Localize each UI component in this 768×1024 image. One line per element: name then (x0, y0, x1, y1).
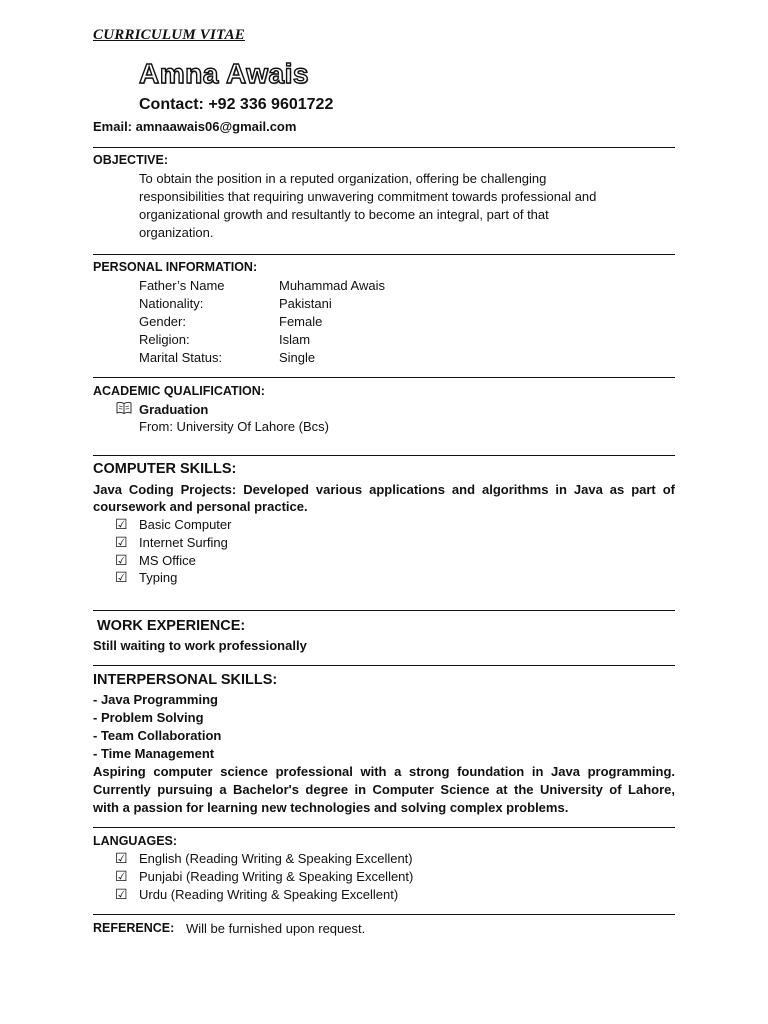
document-title: CURRICULUM VITAE (93, 27, 245, 43)
objective-text (139, 170, 675, 242)
checkbox-icon: ☑ (115, 869, 128, 885)
personal-value: Islam (279, 332, 311, 347)
personal-value: Pakistani (279, 296, 332, 311)
divider (93, 455, 675, 456)
computer-skills-line: coursework and personal practice. (93, 499, 308, 514)
skill-label: Basic Computer (139, 517, 232, 532)
personal-row (139, 277, 385, 295)
interpersonal-item: - Time Management (93, 746, 215, 761)
reference-text: Will be furnished upon request. (186, 921, 366, 936)
work-experience-heading: WORK EXPERIENCE: (97, 618, 246, 634)
interpersonal-heading: INTERPERSONAL SKILLS: (93, 672, 278, 688)
summary-line: Aspiring computer science professional with a strong foundation in Java programming. (93, 764, 675, 779)
personal-label: Religion: (139, 332, 190, 347)
checkbox-icon: ☑ (115, 553, 128, 569)
skill-item (115, 569, 177, 587)
language-item (115, 868, 413, 886)
summary-line: with a passion for learning new technologies and solving complex problems. (93, 800, 569, 815)
personal-row (139, 313, 322, 331)
personal-value: Female (279, 314, 323, 329)
checkbox-icon: ☑ (115, 851, 128, 867)
languages-heading: LANGUAGES: (93, 834, 178, 848)
divider (93, 147, 675, 148)
language-label: English (Reading Writing & Speaking Excellent) (139, 851, 413, 866)
divider (93, 254, 675, 255)
language-item (115, 886, 398, 904)
skill-item (115, 516, 231, 534)
divider (93, 827, 675, 828)
checkbox-icon: ☑ (115, 570, 128, 586)
objective-line: organizational growth and resultantly to become an integral, part of that (139, 207, 549, 222)
interpersonal-item: - Problem Solving (93, 710, 204, 725)
personal-row (139, 349, 315, 367)
computer-skills-heading: COMPUTER SKILLS: (93, 461, 237, 477)
contact-phone: Contact: +92 336 9601722 (139, 96, 334, 113)
divider (93, 665, 675, 666)
skill-item (115, 552, 196, 570)
language-label: Punjabi (Reading Writing & Speaking Excellent) (139, 869, 414, 884)
interpersonal-item: - Team Collaboration (93, 728, 222, 743)
computer-skills-line: Java Coding Projects: Developed various applications and algorithms in Java as part of (93, 482, 675, 497)
checkbox-icon: ☑ (115, 887, 128, 903)
personal-label: Marital Status: (139, 350, 223, 365)
candidate-name: Amna Awais (139, 58, 309, 89)
cv-page (93, 0, 675, 1024)
objective-line: organization. (139, 225, 214, 240)
academic-degree: Graduation (139, 402, 209, 417)
personal-label: Nationality: (139, 296, 204, 311)
personal-row (139, 331, 310, 349)
checkbox-icon: ☑ (115, 535, 128, 551)
work-experience-text: Still waiting to work professionally (93, 638, 307, 653)
personal-label: Gender: (139, 314, 186, 329)
personal-label: Father’s Name (139, 278, 225, 293)
interpersonal-item: - Java Programming (93, 692, 218, 707)
academic-institution: From: University Of Lahore (Bcs) (139, 419, 329, 434)
personal-value: Muhammad Awais (279, 278, 385, 293)
reference-heading: REFERENCE: (93, 921, 175, 935)
book-icon (116, 401, 132, 415)
divider (93, 377, 675, 378)
academic-heading: ACADEMIC QUALIFICATION: (93, 384, 265, 398)
checkbox-icon: ☑ (115, 517, 128, 533)
objective-heading: OBJECTIVE: (93, 153, 169, 167)
objective-line: responsibilities that requiring unwavering commitment towards professional and (139, 189, 597, 204)
personal-value: Single (279, 350, 316, 365)
objective-line: To obtain the position in a reputed organization, offering be challenging (139, 171, 547, 186)
language-item (115, 850, 413, 868)
skill-item (115, 534, 228, 552)
skill-label: Internet Surfing (139, 535, 228, 550)
contact-email: Email: amnaawais06@gmail.com (93, 119, 297, 134)
skill-label: Typing (139, 570, 178, 585)
personal-info-heading: PERSONAL INFORMATION: (93, 260, 258, 274)
divider (93, 914, 675, 915)
summary-line: Currently pursuing a Bachelor's degree in Computer Science at the University of Lahore, (93, 782, 675, 797)
divider (93, 610, 675, 611)
skill-label: MS Office (139, 553, 196, 568)
language-label: Urdu (Reading Writing & Speaking Excellent) (139, 887, 399, 902)
personal-row (139, 295, 332, 313)
